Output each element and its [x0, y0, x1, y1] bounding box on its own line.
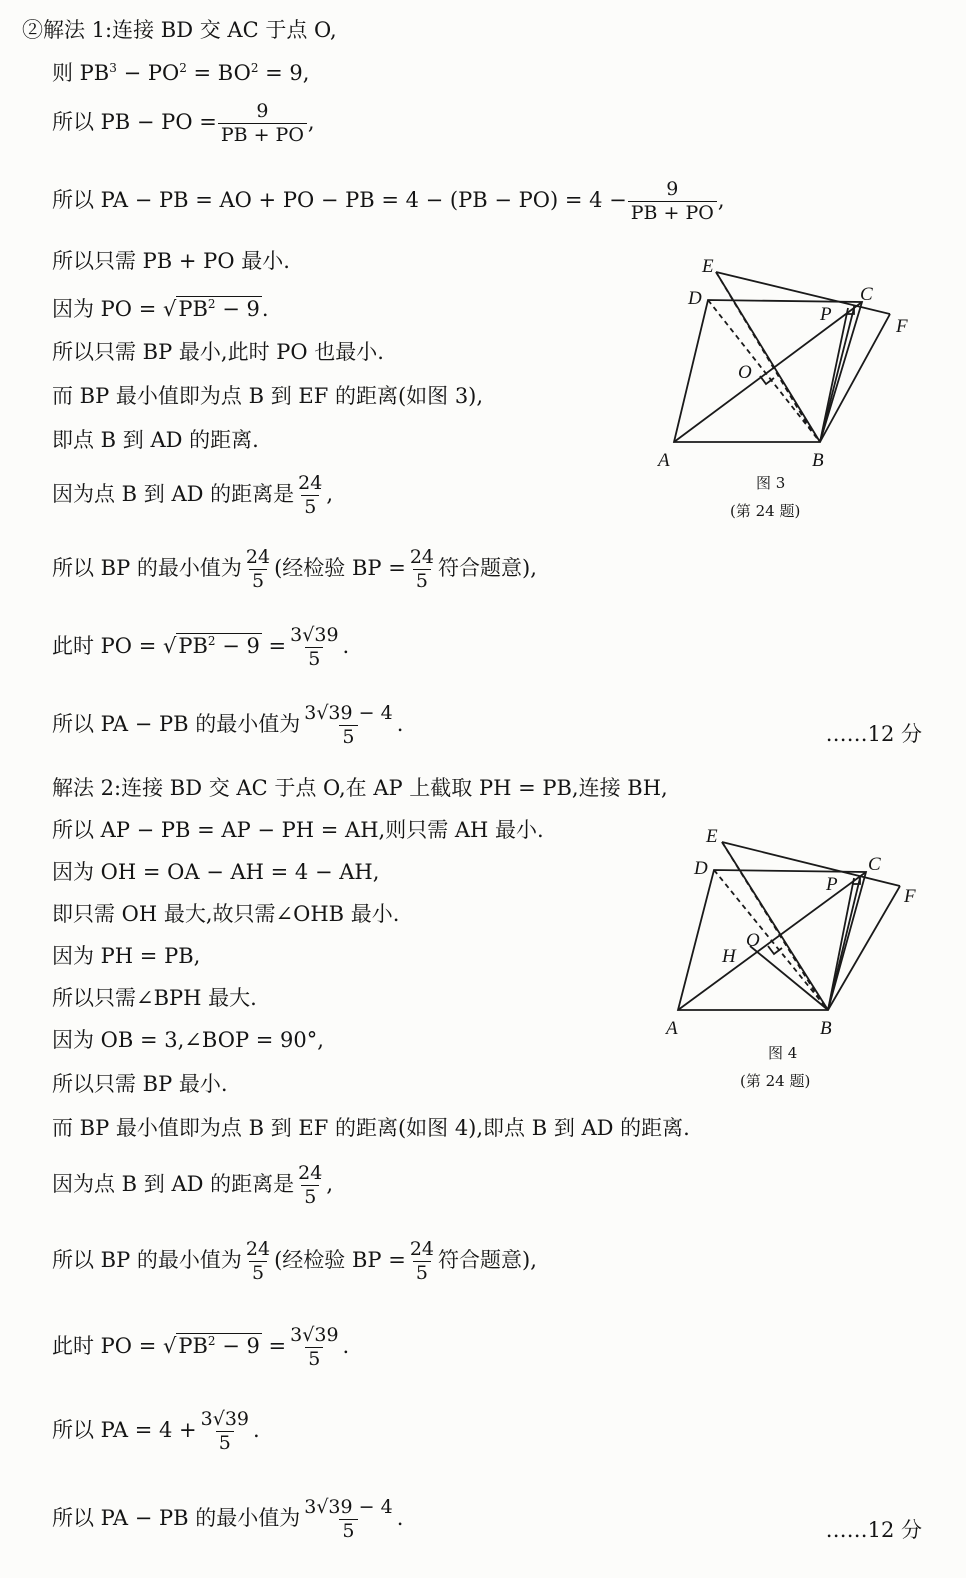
label-O: O: [738, 362, 752, 383]
method2-line10: [52, 1240, 537, 1283]
line-DB-dashed: [714, 870, 828, 1010]
denominator: 5: [413, 1261, 431, 1283]
text: 所以 BP 的最小值为: [52, 556, 242, 580]
line-BP2: [828, 878, 860, 1010]
method1-line12: [52, 704, 403, 747]
fraction: [243, 1240, 273, 1283]
denominator: 5: [305, 1347, 323, 1369]
label-D: D: [688, 288, 702, 309]
denominator: 5: [413, 569, 431, 591]
label-C: C: [860, 284, 873, 305]
superscript: 3: [109, 61, 117, 75]
superscript: 2: [250, 61, 259, 75]
text: 此时 PO = √: [52, 634, 177, 658]
numerator: 24: [298, 472, 323, 494]
text: 此时 PO = √: [52, 1334, 177, 1358]
text: = 9,: [258, 61, 310, 85]
denominator: 5: [301, 495, 319, 517]
text: ,: [326, 1172, 334, 1196]
method1-line1: [52, 62, 309, 84]
text: 则 PB: [52, 61, 110, 85]
line-FB: [820, 314, 890, 442]
text: = BO: [186, 61, 251, 85]
denominator: PB + PO: [628, 201, 717, 223]
numerator: 24: [409, 546, 434, 568]
text: 因为 PO = √: [52, 297, 177, 321]
text: =: [261, 634, 287, 658]
superscript: 2: [207, 634, 216, 648]
label-P: P: [826, 874, 838, 895]
numerator: 24: [298, 1162, 323, 1184]
text: .: [261, 297, 269, 321]
text: ,: [326, 482, 334, 506]
method1-line10: [52, 548, 537, 591]
figure-3-caption: 图 3: [756, 474, 786, 492]
fraction: [218, 102, 307, 145]
method2-line3: 即只需 OH 最大,故只需∠OHB 最小.: [52, 902, 400, 926]
label-E: E: [702, 256, 714, 277]
method1-line6: 所以只需 BP 最小,此时 PO 也最小.: [52, 340, 384, 364]
method1-line3: [52, 180, 725, 223]
text: 所以 PA = 4 +: [52, 1418, 197, 1442]
denominator: PB + PO: [218, 123, 307, 145]
superscript: 2: [207, 297, 216, 311]
method2-line9: [52, 1164, 333, 1207]
method2-line11: [52, 1326, 349, 1369]
fraction: [295, 1164, 325, 1207]
method2-line8: 而 BP 最小值即为点 B 到 EF 的距离(如图 4),即点 B 到 AD 的距离.: [52, 1116, 690, 1140]
method1-line7: 而 BP 最小值即为点 B 到 EF 的距离(如图 3),: [52, 384, 484, 408]
method2-line4: 因为 PH = PB,: [52, 944, 201, 968]
label-F: F: [904, 886, 916, 907]
superscript: 2: [179, 61, 187, 75]
method2-line13: [52, 1498, 403, 1541]
line-EB-dashed: [722, 842, 820, 1000]
label-C: C: [868, 854, 881, 875]
numerator: 24: [245, 1238, 271, 1260]
text: .: [396, 712, 404, 736]
fraction: [243, 548, 273, 591]
text: PB: [178, 634, 208, 658]
numerator: 24: [245, 546, 271, 568]
text: − 9: [215, 634, 260, 658]
numerator: 3√39: [290, 1324, 339, 1346]
text: .: [396, 1506, 404, 1530]
text: − 9: [215, 297, 260, 321]
denominator: 5: [216, 1431, 234, 1453]
text: ,: [307, 110, 315, 134]
denominator: 5: [301, 1185, 319, 1207]
text: − 9: [215, 1334, 260, 1358]
fraction: [287, 626, 341, 669]
superscript: 2: [207, 1334, 216, 1348]
denominator: 5: [339, 725, 357, 747]
numerator: 9: [666, 178, 679, 200]
line-EB-dashed: [716, 272, 812, 432]
label-O: O: [746, 930, 760, 951]
text: (经检验 BP =: [274, 556, 406, 580]
method2-line5: 所以只需∠BPH 最大.: [52, 986, 257, 1010]
text: 符合题意),: [438, 556, 537, 580]
label-A: A: [666, 1018, 678, 1039]
text: 所以 BP 的最小值为: [52, 1248, 242, 1272]
text: 因为点 B 到 AD 的距离是: [52, 1172, 295, 1196]
label-D: D: [694, 858, 708, 879]
fraction: [407, 548, 437, 591]
radicand: [176, 633, 262, 658]
method2-line6: 因为 OB = 3,∠BOP = 90°,: [52, 1028, 324, 1052]
text: 所以 PA − PB = AO + PO − PB = 4 − (PB − PO) = 4 −: [52, 188, 627, 212]
label-P: P: [820, 304, 832, 325]
denominator: 5: [249, 1261, 267, 1283]
method2-line1: 所以 AP − PB = AP − PH = AH,则只需 AH 最小.: [52, 818, 544, 842]
label-H: H: [722, 946, 736, 967]
text: .: [342, 1334, 350, 1358]
right-angle-mark: [768, 946, 782, 954]
method1-line4: 所以只需 PB + PO 最小.: [52, 249, 290, 273]
figure-4-caption: 图 4: [768, 1044, 798, 1062]
figure-4-subcaption: (第 24 题): [740, 1072, 811, 1090]
text: 所以 PB − PO =: [52, 110, 217, 134]
text: PB: [178, 297, 208, 321]
fraction: [287, 1326, 341, 1369]
method1-line2: [52, 102, 315, 145]
denominator: 5: [249, 569, 267, 591]
fraction: [198, 1410, 252, 1453]
label-E: E: [706, 826, 718, 847]
label-B: B: [812, 450, 824, 471]
text: .: [342, 634, 350, 658]
figure-3-subcaption: (第 24 题): [730, 502, 801, 520]
line-BH: [750, 946, 828, 1010]
figure-4-diagram: [656, 822, 926, 1044]
denominator: 5: [305, 647, 323, 669]
method1-intro: ②解法 1:连接 BD 交 AC 于点 O,: [22, 18, 337, 42]
numerator: 3√39: [290, 624, 339, 646]
text: 符合题意),: [438, 1248, 537, 1272]
method1-line8: 即点 B 到 AD 的距离.: [52, 428, 259, 452]
fraction: [295, 474, 325, 517]
text: (经检验 BP =: [274, 1248, 406, 1272]
numerator: 3√39: [200, 1408, 249, 1430]
method2-line2: 因为 OH = OA − AH = 4 − AH,: [52, 860, 380, 884]
label-A: A: [658, 450, 670, 471]
line-BP2: [820, 308, 854, 442]
text: PB: [178, 1334, 208, 1358]
text: 所以 PA − PB 的最小值为: [52, 712, 301, 736]
method1-line11: [52, 626, 349, 669]
numerator: 3√39 − 4: [304, 702, 393, 724]
text: 所以 PA − PB 的最小值为: [52, 1506, 301, 1530]
method1-line9: [52, 474, 333, 517]
method2-score: ……12 分: [825, 1518, 922, 1542]
text: 因为点 B 到 AD 的距离是: [52, 482, 295, 506]
method2-line7: 所以只需 BP 最小.: [52, 1072, 228, 1096]
fraction: [407, 1240, 437, 1283]
fraction: [301, 704, 395, 747]
line-DB-dashed: [708, 300, 820, 442]
numerator: 3√39 − 4: [304, 1496, 393, 1518]
fraction: [301, 1498, 395, 1541]
method2-line12: [52, 1410, 260, 1453]
numerator: 24: [409, 1238, 434, 1260]
fraction: [628, 180, 717, 223]
method1-line5: [52, 298, 269, 320]
radicand: [176, 1333, 262, 1358]
numerator: 9: [256, 100, 269, 122]
denominator: 5: [339, 1519, 357, 1541]
text: =: [261, 1334, 287, 1358]
text: ,: [717, 188, 725, 212]
method2-intro: 解法 2:连接 BD 交 AC 于点 O,在 AP 上截取 PH = PB,连接 BH,: [52, 776, 668, 800]
line-FB: [828, 886, 900, 1010]
method1-score: ……12 分: [825, 722, 922, 746]
text: − PO: [116, 61, 180, 85]
label-B: B: [820, 1018, 832, 1039]
label-F: F: [896, 316, 908, 337]
radicand: [176, 296, 262, 321]
text: .: [253, 1418, 260, 1442]
figure-3-diagram: [650, 252, 920, 484]
